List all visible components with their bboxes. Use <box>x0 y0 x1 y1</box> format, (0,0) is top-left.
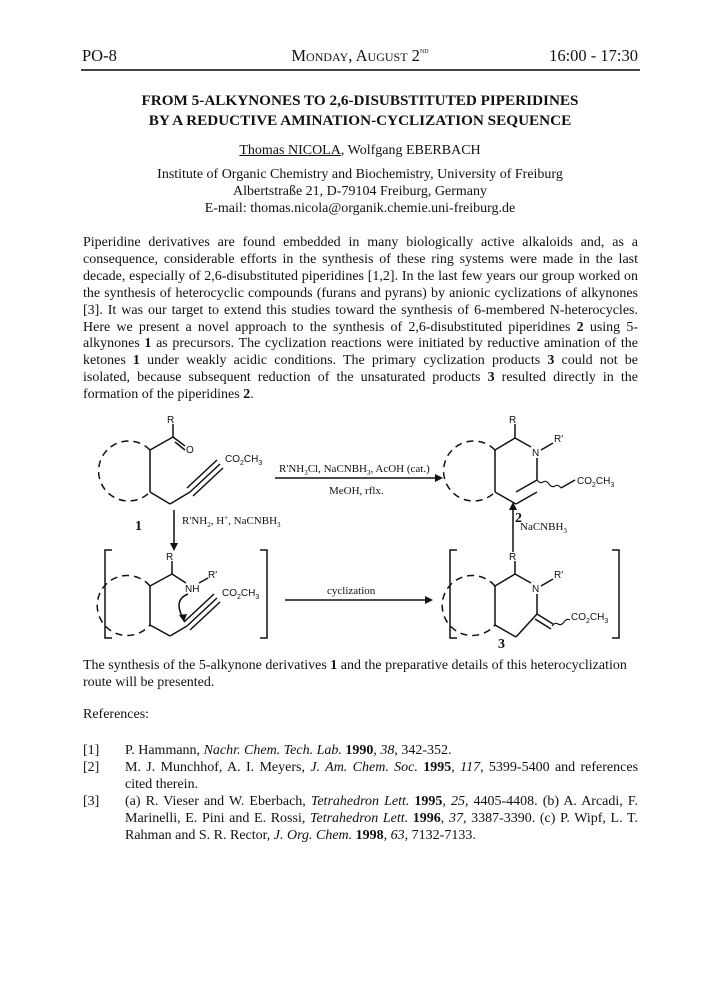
arrowhead <box>170 543 178 551</box>
bond <box>515 438 531 447</box>
journal-or-volume: 25 <box>450 794 465 809</box>
affiliation-address: Albertstraße 21, D-79104 Freiburg, Germany <box>232 184 488 199</box>
fused-ring-dashed <box>99 441 150 501</box>
journal-or-volume: J. Am. Chem. Soc. <box>310 760 418 775</box>
atom-R-prime: R' <box>554 570 564 581</box>
bond <box>172 574 186 583</box>
reference-item <box>83 793 638 844</box>
atom-N: N <box>532 448 540 459</box>
compound-label-1: 1 <box>135 519 142 534</box>
ester-group: $CO_2CH_3$ <box>222 588 260 601</box>
reference-text: , 7132-7133. <box>404 828 476 843</box>
text-run: . <box>250 387 254 403</box>
fused-ring-dashed <box>444 441 495 501</box>
reaction-scheme <box>95 410 635 650</box>
top-arrow-reagents: $R'NH_3Cl$, NaCNBH$_3$, AcOH (cat.) <box>279 463 430 477</box>
presenting-author: Thomas NICOLA <box>239 143 341 158</box>
year: 1995 <box>423 760 452 775</box>
atom-R: R <box>167 415 175 426</box>
year: 1998 <box>355 828 384 843</box>
triple-bond <box>187 460 217 488</box>
text-run: The synthesis of the 5-alkynone derivatives <box>83 658 331 673</box>
affiliation-institute: Institute of Organic Chemistry and Biochemistry, University of Freiburg <box>157 167 563 182</box>
title-line-2: BY A REDUCTIVE AMINATION-CYCLIZATION SEQUENCE <box>148 112 572 129</box>
bond <box>170 626 187 636</box>
atom-R: R <box>509 552 517 563</box>
cyclization-label: cyclization <box>327 585 376 597</box>
compound-ref: 3 <box>547 353 555 369</box>
journal-or-volume: J. Org. Chem. <box>273 828 353 843</box>
reference-text: , 342-352. <box>394 743 452 758</box>
reference-text: , 5399-5400 and references cited therein. <box>125 760 639 792</box>
bond <box>516 480 537 492</box>
bond <box>150 574 172 586</box>
atom-R: R <box>509 415 517 426</box>
compound-1-structure <box>99 424 223 504</box>
journal-or-volume: 63 <box>390 828 405 843</box>
reference-number: [2] <box>83 760 100 775</box>
bracket-left <box>450 550 457 638</box>
compound-ref: 2 <box>243 387 251 403</box>
bracket-left <box>105 550 112 638</box>
reference-text: (a) R. Vieser and W. Eberbach, <box>125 794 311 809</box>
compound-label-3: 3 <box>498 637 505 650</box>
reference-item <box>83 759 638 793</box>
ester-group: $CO_2CH_3$ <box>225 454 263 467</box>
journal-or-volume: 38 <box>380 743 395 758</box>
triple-bond <box>190 464 220 492</box>
top-arrow-conditions: MeOH, rflx. <box>329 485 384 497</box>
poster-code: PO-8 <box>82 46 117 65</box>
bond <box>515 574 531 583</box>
session-time: 16:00 - 17:30 <box>549 46 638 65</box>
session-day: Monday, August 2 <box>291 46 420 65</box>
year: 1996 <box>412 811 441 826</box>
atom-NH: NH <box>185 584 200 595</box>
atom-R-prime: R' <box>554 434 564 445</box>
compound-ref: 3 <box>487 370 495 386</box>
reference-item <box>83 742 638 759</box>
year: 1990 <box>345 743 374 758</box>
text-run: could not be isolated, because subsequent reduction of the unsaturated products <box>83 353 638 386</box>
affiliation <box>82 166 638 217</box>
reference-text: , <box>451 760 461 775</box>
bracket-right <box>612 550 619 638</box>
reference-text: M. J. Munchhof, A. I. Meyers, <box>125 760 311 775</box>
bond <box>561 480 575 488</box>
wavy-bond <box>537 480 561 488</box>
triple-bond <box>190 602 220 630</box>
journal-or-volume: 117 <box>460 760 481 775</box>
bond <box>150 492 170 504</box>
references-heading: References: <box>83 707 150 722</box>
date-suffix: nd <box>419 46 429 55</box>
ester-group: $CO_2CH_3$ <box>577 476 615 489</box>
carbonyl-bond <box>175 442 185 450</box>
triple-bond <box>184 594 214 622</box>
arrowhead <box>425 596 433 604</box>
bond <box>495 438 515 450</box>
compound-ref: 1 <box>330 658 338 673</box>
journal-or-volume: Tetrahedron Lett. <box>310 794 410 809</box>
reference-text: , <box>442 794 451 809</box>
bond <box>516 492 537 504</box>
compound-3-structure <box>442 550 619 638</box>
text-run: as precursors. The cyclization reactions were initiated by reductive amination of the ketones <box>83 336 639 369</box>
atom-O: O <box>186 445 194 456</box>
title-line-1: FROM 5-ALKYNONES TO 2,6-DISUBSTITUTED PIPERIDINES <box>141 92 579 109</box>
bond <box>495 625 516 637</box>
journal-or-volume: 37 <box>448 811 463 826</box>
co-authors: , Wolfgang EBERBACH <box>340 143 481 158</box>
up-arrow-reagents: NaCNBH$_3$ <box>520 521 567 535</box>
ester-group: $CO_2CH_3$ <box>571 612 609 625</box>
reference-text: , 4405-4408. (b) A. Arcadi, F. Marinelli, E. Pini and E. Rossi, <box>125 794 638 826</box>
down-arrow-reagents: $R'NH_2$, H+, NaCNBH$_3$ <box>182 514 281 529</box>
intro-paragraph <box>83 235 638 404</box>
reference-text: , <box>383 828 391 843</box>
author-list <box>82 143 638 159</box>
triple-bond <box>193 468 223 496</box>
text-run: Piperidine derivatives are found embedded in many biologically active alkaloids and, as a consequence, considerable efforts in the synthesis of these ring systems were made in the last decade, especially of 2,6-disubstituted piperidines [1,2]. In the last few years our group worked on the synthesis of heterocyclic compounds (furans and pyrans) by anionic cyclizations of alkynones [3]. It was our target to extend this studies toward the synthesis of 6-membered N-heterocycles. Here we present a novel approach to the synthesis of 2,6-disubstituted piperidines <box>83 235 638 335</box>
page-header <box>82 46 638 68</box>
text-run: under weakly acidic conditions. The primary cyclization products <box>139 353 548 369</box>
bond <box>150 437 173 450</box>
compound-ref: 2 <box>576 319 584 335</box>
journal-or-volume: Nachr. Chem. Tech. Lab. <box>203 743 342 758</box>
text-run: using 5-alkynones <box>83 319 638 352</box>
arrowhead <box>435 474 443 482</box>
bond <box>495 492 516 504</box>
reference-text: , <box>440 811 449 826</box>
reference-list <box>83 742 638 844</box>
text-run: resulted directly in the formation of the piperidines <box>83 370 638 403</box>
reference-number: [1] <box>83 743 100 758</box>
compound-label-2: 2 <box>515 511 522 526</box>
bond <box>170 492 190 504</box>
reference-text: P. Hammann, <box>125 743 204 758</box>
bracket-right <box>260 550 267 638</box>
bond <box>495 574 515 586</box>
bond <box>541 579 553 586</box>
triple-bond <box>187 598 217 626</box>
compound-ref: 1 <box>144 336 152 352</box>
outro-paragraph <box>83 658 638 692</box>
bond <box>199 578 208 583</box>
atom-R-prime: R' <box>208 570 218 581</box>
affiliation-email: E-mail: thomas.nicola@organik.chemie.uni-freiburg.de <box>204 201 516 216</box>
header-divider <box>81 69 640 71</box>
bond <box>150 625 170 636</box>
year: 1995 <box>414 794 443 809</box>
reference-text: , <box>373 743 381 758</box>
paper-title <box>82 91 638 131</box>
wavy-bond <box>552 619 570 626</box>
compound-ref: 1 <box>132 353 140 369</box>
reference-text: , 3387-3390. (c) P. Wipf, L. T. Rahman and S. R. Rector, <box>125 811 639 843</box>
bond <box>516 614 537 637</box>
journal-or-volume: Tetrahedron Lett. <box>310 811 409 826</box>
reference-number: [3] <box>83 794 100 809</box>
atom-R: R <box>166 552 174 563</box>
bond <box>541 443 553 450</box>
text-run: and the preparative details of this heterocyclization route will be presented. <box>83 658 627 690</box>
atom-N: N <box>532 584 540 595</box>
